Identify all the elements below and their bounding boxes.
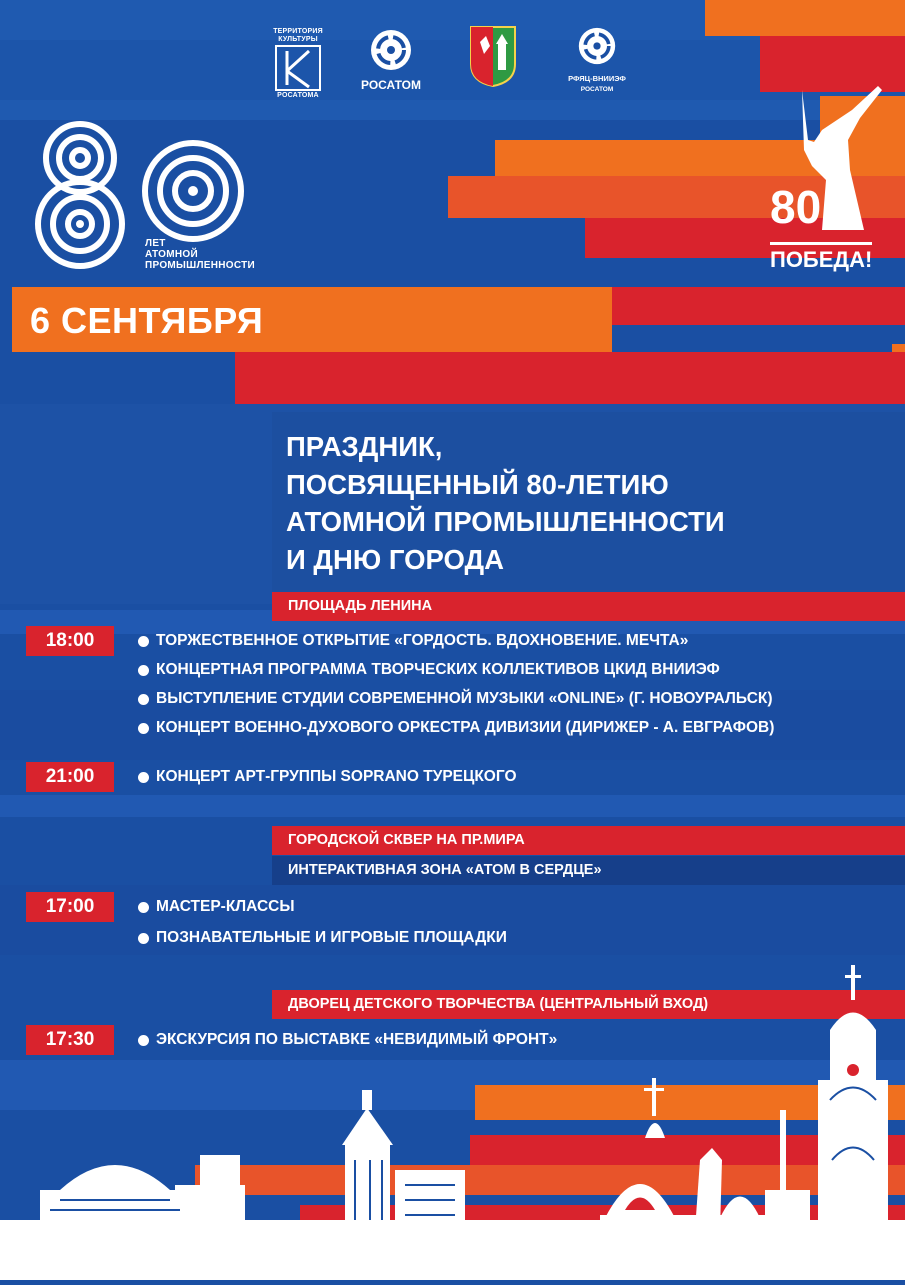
time-badge: 17:30 xyxy=(26,1025,114,1055)
schedule-item: ПОЗНАВАТЕЛЬНЫЕ И ИГРОВЫЕ ПЛОЩАДКИ xyxy=(138,929,507,947)
bullet-icon xyxy=(138,902,149,913)
territory-k-icon xyxy=(275,45,321,91)
bullet-icon xyxy=(138,636,149,647)
venue-name: ГОРОДСКОЙ СКВЕР НА ПР.МИРА xyxy=(288,832,525,848)
schedule-item: ВЫСТУПЛЕНИЕ СТУДИИ СОВРЕМЕННОЙ МУЗЫКИ «ONLINE» (Г. НОВОУРАЛЬСК) xyxy=(138,690,773,708)
schedule-item: ЭКСКУРСИЯ ПО ВЫСТАВКЕ «НЕВИДИМЫЙ ФРОНТ» xyxy=(138,1031,557,1049)
territory-culture-logo: ТЕРРИТОРИЯ КУЛЬТУРЫ РОСАТОМА xyxy=(273,28,323,99)
rosatom-logo: РОСАТОМ xyxy=(356,28,426,92)
event-date: 6 СЕНТЯБРЯ xyxy=(30,300,264,341)
event-title: ПРАЗДНИК, ПОСВЯЩЕННЫЙ 80-ЛЕТИЮ АТОМНОЙ ПРОМЫШЛЕННОСТИ И ДНЮ ГОРОДА xyxy=(286,431,725,575)
time-badge: 18:00 xyxy=(26,626,114,656)
city-skyline-illustration xyxy=(0,960,905,1285)
schedule-item: ТОРЖЕСТВЕННОЕ ОТКРЫТИЕ «ГОРДОСТЬ. ВДОХНОВЕНИЕ. МЕЧТА» xyxy=(138,632,688,650)
time-badge: 21:00 xyxy=(26,762,114,792)
victory-label: ПОБЕДА! xyxy=(770,242,872,273)
victory-number: 80 xyxy=(770,181,822,233)
anniversary-caption: ЛЕТ АТОМНОЙ ПРОМЫШЛЕННОСТИ xyxy=(145,238,256,271)
venue-name: ДВОРЕЦ ДЕТСКОГО ТВОРЧЕСТВА (ЦЕНТРАЛЬНЫЙ ВХОД) xyxy=(288,996,709,1012)
city-coat-of-arms-icon xyxy=(468,24,518,88)
schedule-item: МАСТЕР-КЛАССЫ xyxy=(138,898,295,916)
vniief-atom-icon xyxy=(577,26,617,66)
venue-subtitle: ИНТЕРАКТИВНАЯ ЗОНА «АТОМ В СЕРДЦЕ» xyxy=(288,862,602,878)
bullet-icon xyxy=(138,694,149,705)
rosatom-atom-icon xyxy=(369,28,413,72)
bullet-icon xyxy=(138,772,149,783)
city-coat-of-arms xyxy=(466,24,520,93)
bullet-icon xyxy=(138,933,149,944)
venue-name: ПЛОЩАДЬ ЛЕНИНА xyxy=(288,598,433,614)
bullet-icon xyxy=(138,665,149,676)
vniief-logo: РФЯЦ-ВНИИЭФ РОСАТОМ xyxy=(560,26,634,93)
victory-emblem xyxy=(752,80,892,280)
bullet-icon xyxy=(138,723,149,734)
schedule-item: КОНЦЕРТ ВОЕННО-ДУХОВОГО ОРКЕСТРА ДИВИЗИИ (ДИРИЖЕР - А. ЕВГРАФОВ) xyxy=(138,719,774,737)
time-badge: 17:00 xyxy=(26,892,114,922)
schedule-item: КОНЦЕРТНАЯ ПРОГРАММА ТВОРЧЕСКИХ КОЛЛЕКТИВОВ ЦКИД ВНИИЭФ xyxy=(138,661,720,679)
schedule-item: КОНЦЕРТ АРТ-ГРУППЫ SOPRANO ТУРЕЦКОГО xyxy=(138,768,517,786)
